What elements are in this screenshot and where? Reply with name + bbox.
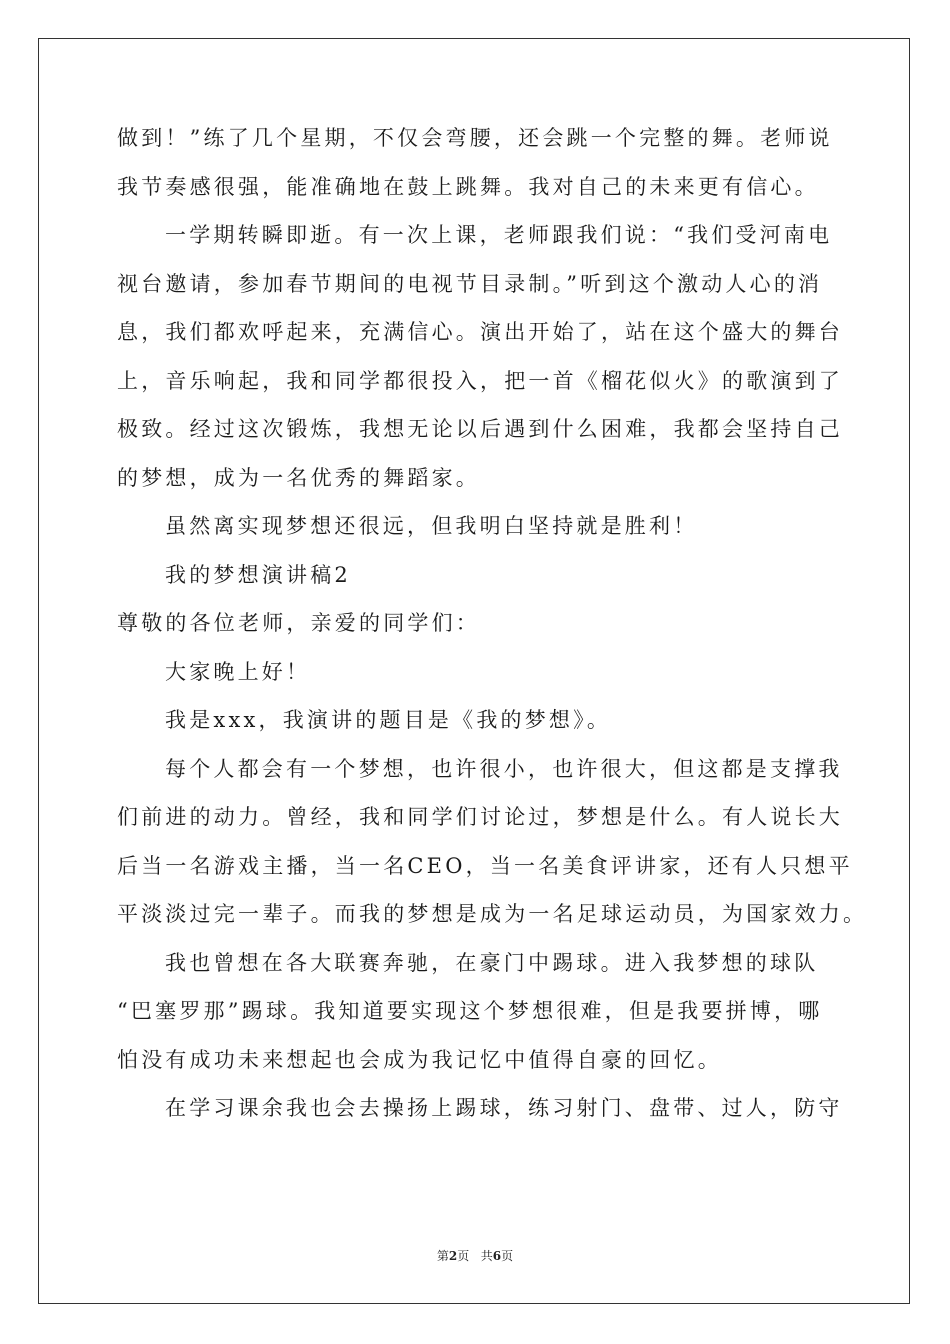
greeting: 大家晚上好！ <box>165 659 311 684</box>
text-line-2: 我节奏感很强，能准确地在鼓上跳舞。我对自己的未来更有信心。 <box>117 174 819 199</box>
text-line-21: 在学习课余我也会去操扬上踢球，练习射门、盘带、过人，防守 <box>165 1096 843 1120</box>
page-suffix: 页 <box>457 1249 470 1263</box>
text-line-20: 怕没有成功未来想起也会成为我记忆中值得自豪的回忆。 <box>117 1047 722 1072</box>
text-line-1: 做到！”练了几个星期，不仅会弯腰，还会跳一个完整的舞。老师说 <box>117 126 833 150</box>
text-line-16: 后当一名游戏主播，当一名CEO，当一名美食评讲家，还有人只想平 <box>117 853 853 878</box>
text-line-6: 上，音乐响起，我和同学都很投入，把一首《榴花似火》的歌演到了 <box>117 368 843 393</box>
text-line-7: 极致。经过这次锻炼，我想无论以后遇到什么困难，我都会坚持自己 <box>117 417 843 441</box>
text-line-5: 息，我们都欢呼起来，充满信心。演出开始了，站在这个盛大的舞台 <box>117 320 843 344</box>
text-line-19: “巴塞罗那”踢球。我知道要实现这个梦想很难，但是我要拼博，哪 <box>117 999 823 1023</box>
salutation: 尊敬的各位老师，亲爱的同学们： <box>117 611 480 635</box>
total-suffix: 页 <box>501 1249 514 1263</box>
text-line-8: 的梦想，成为一名优秀的舞蹈家。 <box>117 465 480 490</box>
page-prefix: 第 <box>436 1249 449 1263</box>
text-line-3: 一学期转瞬即逝。有一次上课，老师跟我们说：“我们受河南电 <box>165 223 833 247</box>
text-line-9: 虽然离实现梦想还很远，但我明白坚持就是胜利！ <box>165 514 698 538</box>
total-pages: 6 <box>492 1249 502 1263</box>
text-line-18: 我也曾想在各大联赛奔驰，在豪门中踢球。进入我梦想的球队 <box>165 950 819 975</box>
text-line-15: 们前进的动力。曾经，我和同学们讨论过，梦想是什么。有人说长大 <box>117 805 843 829</box>
total-prefix: 共 <box>480 1249 493 1263</box>
text-line-13: 我是xxx，我演讲的题目是《我的梦想》。 <box>165 708 612 732</box>
text-line-14: 每个人都会有一个梦想，也许很小，也许很大，但这都是支撑我 <box>165 756 843 781</box>
text-line-4: 视台邀请，参加春节期间的电视节目录制。”听到这个激动人心的消 <box>117 271 823 296</box>
text-line-17: 平淡淡过完一辈子。而我的梦想是成为一名足球运动员，为国家效力。 <box>117 902 868 926</box>
section-heading: 我的梦想演讲稿2 <box>165 562 351 587</box>
document-body <box>117 126 868 1145</box>
page-number: 2 <box>448 1249 458 1263</box>
page-footer <box>0 1248 950 1264</box>
